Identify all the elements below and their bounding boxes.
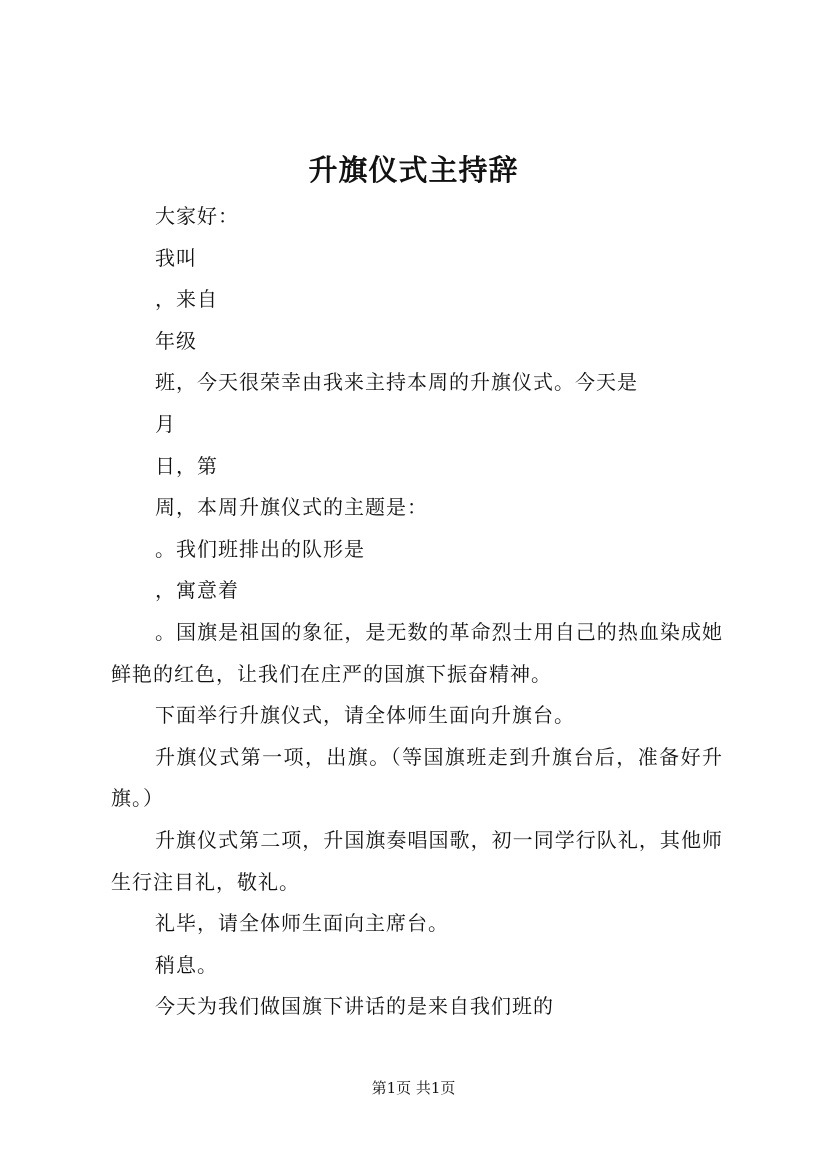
document-body [111, 196, 723, 1028]
paragraph-step-one: 升旗仪式第一项，出旗。（等国旗班走到升旗台后，准备好升旗。） [111, 744, 723, 811]
paragraph-speaker: 今天为我们做国旗下讲话的是来自我们班的 [155, 994, 554, 1019]
paragraph-week-theme: 周，本周升旗仪式的主题是： [155, 495, 428, 520]
paragraph-at-ease: 稍息。 [155, 952, 218, 977]
paragraph-salute-end: 礼毕，请全体师生面向主席台。 [155, 911, 449, 936]
paragraph-class: 班，今天很荣幸由我来主持本周的升旗仪式。今天是 [155, 370, 638, 395]
paragraph-flag-symbol: 。国旗是祖国的象征，是无数的革命烈士用自己的热血染成她鲜艳的红色，让我们在庄严的国旗下振奋精神。 [111, 619, 723, 686]
paragraph-day: 日，第 [155, 453, 218, 478]
paragraph-from: ，来自 [155, 287, 218, 312]
page-footer: 第1页 共1页 [371, 1079, 456, 1097]
paragraph-step-two: 升旗仪式第二项，升国旗奏唱国歌，初一同学行队礼，其他师生行注目礼，敬礼。 [111, 827, 723, 894]
paragraph-formation: 。我们班排出的队形是 [155, 536, 365, 561]
paragraph-greeting: 大家好： [155, 204, 239, 228]
document-title: 升旗仪式主持辞 [308, 153, 519, 187]
paragraph-meaning: ，寓意着 [155, 578, 239, 603]
paragraph-face-flag-platform: 下面举行升旗仪式，请全体师生面向升旗台。 [155, 703, 575, 728]
paragraph-month: 月 [155, 411, 176, 436]
paragraph-name: 我叫 [155, 245, 197, 270]
paragraph-grade: 年级 [155, 328, 197, 353]
